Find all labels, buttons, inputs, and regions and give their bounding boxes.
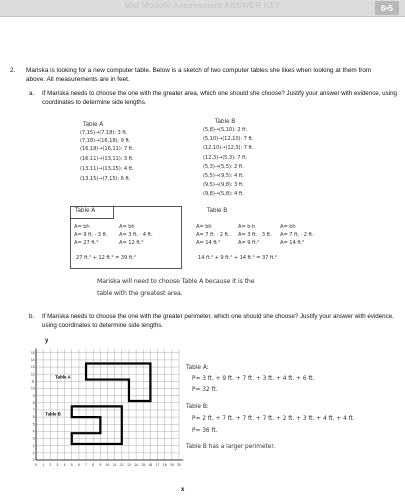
y-tick-label: 7 <box>32 408 35 413</box>
table-b-coord-line: (9,5)→(9,8): 3 ft. <box>203 182 244 188</box>
table-a-coord-line: (13,11)→(13,15): 4 ft. <box>80 166 134 172</box>
table-a-coord-line: (7,18)→(16,18): 9 ft. <box>80 138 131 144</box>
x-tick-label: 1 <box>42 463 45 467</box>
area-a-col2: A= 3 ft. · 4 ft. <box>119 232 153 238</box>
y-tick-label: 2 <box>32 443 35 448</box>
area-b-title: Table B <box>207 208 228 214</box>
y-tick-label: 3 <box>32 436 35 441</box>
page-header <box>0 0 405 17</box>
answer-b-line: Table B: <box>186 404 209 410</box>
x-tick-label: 3 <box>56 463 59 467</box>
answer-b-line: P= 32 ft. <box>192 387 218 393</box>
area-a-col2: A= bh <box>119 224 135 230</box>
y-tick-label: 12 <box>30 372 35 377</box>
y-tick-label: 4 <box>32 429 35 434</box>
area-a-col1: A= 27 ft.² <box>74 240 99 246</box>
x-tick-label: 10 <box>105 463 110 467</box>
x-tick-label: 7 <box>85 463 87 467</box>
y-tick-label: 0 <box>32 458 35 463</box>
y-axis-label: y <box>45 338 49 344</box>
area-b-col3: A= bh <box>280 224 296 230</box>
area-b-col2: A= 9 ft.² <box>238 240 260 246</box>
header-badge: 6•5 <box>375 1 399 15</box>
table-b-coords-title: Table B <box>215 119 236 125</box>
area-b-col2: A= b·h <box>238 224 256 230</box>
x-axis-label: x <box>181 487 185 493</box>
answer-a-line: Mariska will need to choose Table A because it is the <box>97 278 255 285</box>
table-b-coord-line: (5,10)→(12,10): 7 ft. <box>203 136 254 142</box>
area-b-col2: A= 3 ft. · 3 ft. <box>238 232 272 238</box>
part-a-letter: a. <box>29 90 35 97</box>
y-tick-label: 14 <box>30 358 35 362</box>
area-b-col1: A= bh <box>196 224 212 230</box>
x-tick-label: 20 <box>177 463 181 467</box>
x-tick-label: 18 <box>162 463 167 467</box>
table-a-label: Table A <box>55 374 71 380</box>
answer-b-line: P= 3 ft. + 9 ft. + 7 ft. + 3 ft. + 4 ft. + 6 ft. <box>192 376 315 382</box>
x-tick-label: 13 <box>127 463 131 467</box>
area-b-col1: A= 14 ft.² <box>196 240 221 246</box>
x-tick-label: 16 <box>148 463 153 467</box>
x-tick-label: 5 <box>70 463 73 467</box>
table-b-coord-line: (5,8)→(5,10): 2 ft. <box>203 127 248 133</box>
area-b-col1: A= 7 ft. · 2 ft. <box>196 232 230 238</box>
y-tick-label: 5 <box>32 422 35 427</box>
x-tick-label: 12 <box>120 463 124 467</box>
x-tick-label: 8 <box>92 463 95 467</box>
area-b-total: 14 ft.² + 9 ft.² + 14 ft.² = 37 ft.² <box>198 255 278 261</box>
x-tick-label: 14 <box>134 463 138 467</box>
x-tick-label: 4 <box>63 463 66 467</box>
table-b-coord-line: (5,3)→(5,5): 2 ft. <box>203 164 244 170</box>
x-tick-label: 6 <box>78 463 80 467</box>
x-tick-label: 15 <box>141 463 146 467</box>
y-tick-label: 8 <box>32 400 35 405</box>
table-a-coord-line: (7,15)→(7,18): 3 ft. <box>80 130 128 136</box>
y-tick-label: 10 <box>30 386 35 391</box>
table-b-shape <box>72 406 122 444</box>
table-a-coords-title: Table A <box>83 122 104 128</box>
part-b-letter: b. <box>29 313 35 320</box>
y-tick-label: 11 <box>31 379 35 384</box>
part-a-text: If Mariska needs to choose the one with the greater area, which one should she choose? Justify your answer with evidence, using coordinates to determine side lengths. <box>42 90 397 106</box>
x-tick-label: 9 <box>99 463 102 467</box>
area-a-col1: A= bh <box>74 224 90 230</box>
table-b-coord-line: (5,5)→(9,5): 4 ft. <box>203 173 244 179</box>
area-b-col3: A= 14 ft.² <box>280 240 305 246</box>
y-tick-label: 15 <box>30 350 35 355</box>
table-a-coord-line: (13,15)→(7,15): 6 ft. <box>80 176 131 182</box>
answer-b-line: P= 2 ft. + 7 ft. + 7 ft. + 7 ft. + 2 ft. + 3 ft. + 4 ft. + 4 ft. <box>192 416 355 422</box>
coordinate-grid-svg <box>28 348 188 476</box>
table-b-coord-line: (12,3)→(5,3): 7 ft. <box>203 155 248 161</box>
area-a-col2: A= 12 ft.² <box>119 240 144 246</box>
area-a-title: Table A <box>75 208 96 214</box>
question-number: 2. <box>10 67 16 74</box>
answer-b-line: P= 36 ft. <box>192 428 218 434</box>
y-tick-label: 9 <box>32 393 35 398</box>
x-tick-label: 19 <box>170 463 174 467</box>
table-b-coord-line: (12,10)→(12,3): 7 ft. <box>203 145 254 151</box>
answer-a-line: table with the greatest area. <box>97 290 183 297</box>
area-a-col1: A= 9 ft. · 3 ft. <box>74 232 108 238</box>
area-a-total: 27 ft.² + 12 ft.² = 39 ft.² <box>76 255 136 261</box>
table-a-coord-line: (16,18)→(16,11): 7 ft. <box>80 146 134 152</box>
x-tick-label: 11 <box>112 463 117 467</box>
coordinate-grid <box>28 348 188 481</box>
table-a-coord-line: (16,11)→(13,11): 3 ft. <box>80 156 134 162</box>
answer-b-line: Table B has a larger perimeter. <box>186 444 276 450</box>
question-text: Mariska is looking for a new computer table. Below is a sketch of two computer tables she likes when looking at them from above. All measurements are in feet. <box>26 67 372 83</box>
header-title: Mid-Module Assessment ANSWER KEY <box>124 1 281 10</box>
part-b-text: If Mariska needs to choose the one with the greater perimeter, which one should she choose? Justify your answer with evidence, using coordinates to determine side lengths. <box>42 313 394 329</box>
table-b-coord-line: (9,8)→(5,8): 4 ft. <box>203 191 244 197</box>
area-b-col3: A= 7 ft. · 2 ft. <box>280 232 314 238</box>
y-tick-label: 13 <box>30 365 35 370</box>
x-tick-label: 17 <box>155 463 160 467</box>
table-b-label: Table B <box>45 411 61 417</box>
table-a-shape <box>86 363 150 401</box>
y-tick-label: 6 <box>32 415 35 420</box>
x-tick-label: 2 <box>49 463 52 467</box>
answer-b-line: Table A: <box>186 365 209 371</box>
y-tick-label: 1 <box>32 450 35 455</box>
x-tick-label: 0 <box>35 463 37 467</box>
